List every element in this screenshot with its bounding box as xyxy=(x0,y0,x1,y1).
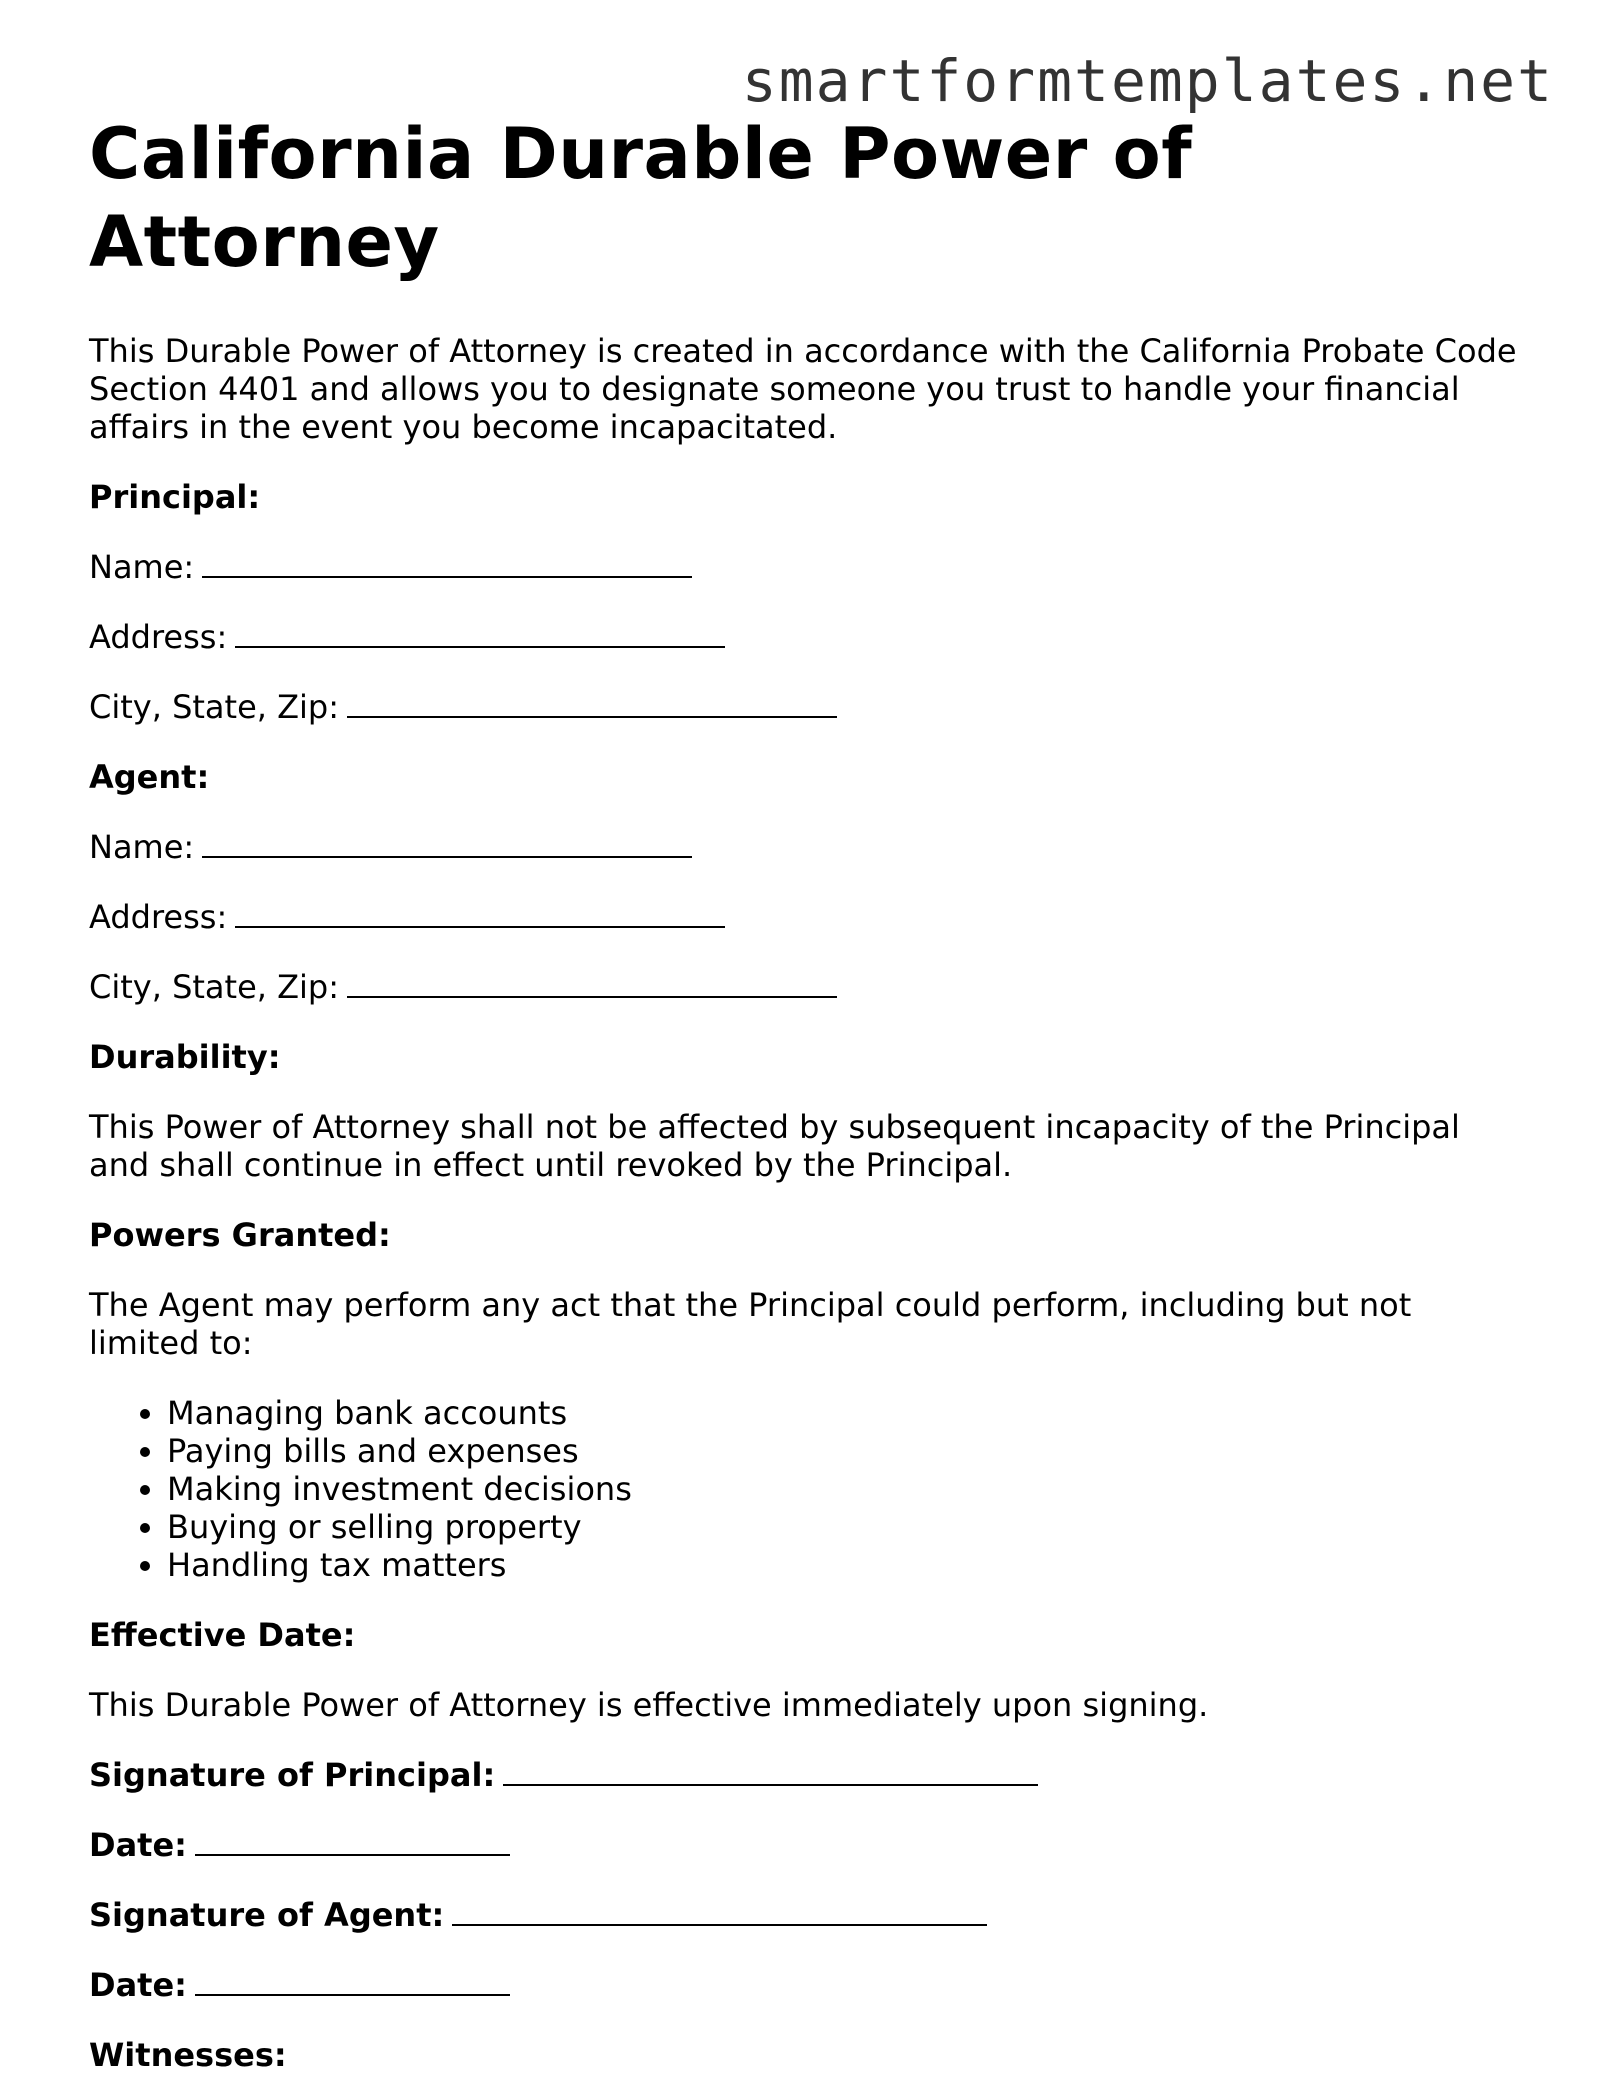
powers-list xyxy=(89,1394,1529,1584)
principal-date-label: Date: xyxy=(89,1826,187,1864)
agent-city-field xyxy=(89,968,1529,1006)
durability-text: This Power of Attorney shall not be affected by subsequent incapacity of the Principal and shall continue in effect until revoked by the Principal. xyxy=(89,1108,1460,1184)
agent-signature-label: Signature of Agent: xyxy=(89,1896,445,1934)
agent-address-field xyxy=(89,898,1529,936)
agent-address-blank[interactable] xyxy=(235,898,725,928)
intro-paragraph: This Durable Power of Attorney is created in accordance with the California Probate Code Section 4401 and allows you to designate someone you trust to handle your financial affairs in the event you become incapacitated. xyxy=(89,332,1517,446)
principal-city-field xyxy=(89,688,1529,726)
list-item: • Paying bills and expenses xyxy=(167,1432,1529,1470)
principal-address-blank[interactable] xyxy=(235,618,725,648)
principal-heading: Principal: xyxy=(89,478,261,516)
principal-name-label: Name: xyxy=(89,548,195,586)
list-item: • Handling tax matters xyxy=(167,1546,1529,1584)
agent-signature-blank[interactable] xyxy=(452,1896,987,1926)
agent-city-label: City, State, Zip: xyxy=(89,968,340,1006)
agent-city-blank[interactable] xyxy=(347,968,837,998)
principal-date-blank[interactable] xyxy=(195,1826,510,1856)
principal-city-blank[interactable] xyxy=(347,688,837,718)
powers-text: The Agent may perform any act that the Principal could perform, including but not limited to: xyxy=(89,1286,1412,1362)
witnesses-heading: Witnesses: xyxy=(89,2036,287,2074)
agent-name-field xyxy=(89,828,1529,866)
document-body xyxy=(89,110,1529,2074)
principal-city-label: City, State, Zip: xyxy=(89,688,340,726)
principal-signature-field xyxy=(89,1756,1529,1794)
principal-signature-blank[interactable] xyxy=(503,1756,1038,1786)
principal-address-field xyxy=(89,618,1529,656)
powers-heading: Powers Granted: xyxy=(89,1216,391,1254)
agent-address-label: Address: xyxy=(89,898,228,936)
principal-signature-label: Signature of Principal: xyxy=(89,1756,496,1794)
agent-signature-field xyxy=(89,1896,1529,1934)
principal-date-field xyxy=(89,1826,1529,1864)
agent-name-label: Name: xyxy=(89,828,195,866)
agent-name-blank[interactable] xyxy=(202,828,692,858)
document-title: California Durable Power of Attorney xyxy=(89,113,1193,283)
list-item: • Managing bank accounts xyxy=(167,1394,1529,1432)
list-item: • Making investment decisions xyxy=(167,1470,1529,1508)
agent-date-field xyxy=(89,1966,1529,2004)
principal-address-label: Address: xyxy=(89,618,228,656)
effective-text: This Durable Power of Attorney is effective immediately upon signing. xyxy=(89,1686,1209,1724)
principal-name-field xyxy=(89,548,1529,586)
agent-date-label: Date: xyxy=(89,1966,187,2004)
effective-heading: Effective Date: xyxy=(89,1616,356,1654)
agent-date-blank[interactable] xyxy=(195,1966,510,1996)
principal-name-blank[interactable] xyxy=(202,548,692,578)
site-watermark: smartformtemplates.net xyxy=(741,47,1554,115)
list-item: • Buying or selling property xyxy=(167,1508,1529,1546)
agent-heading: Agent: xyxy=(89,758,210,796)
durability-heading: Durability: xyxy=(89,1038,281,1076)
